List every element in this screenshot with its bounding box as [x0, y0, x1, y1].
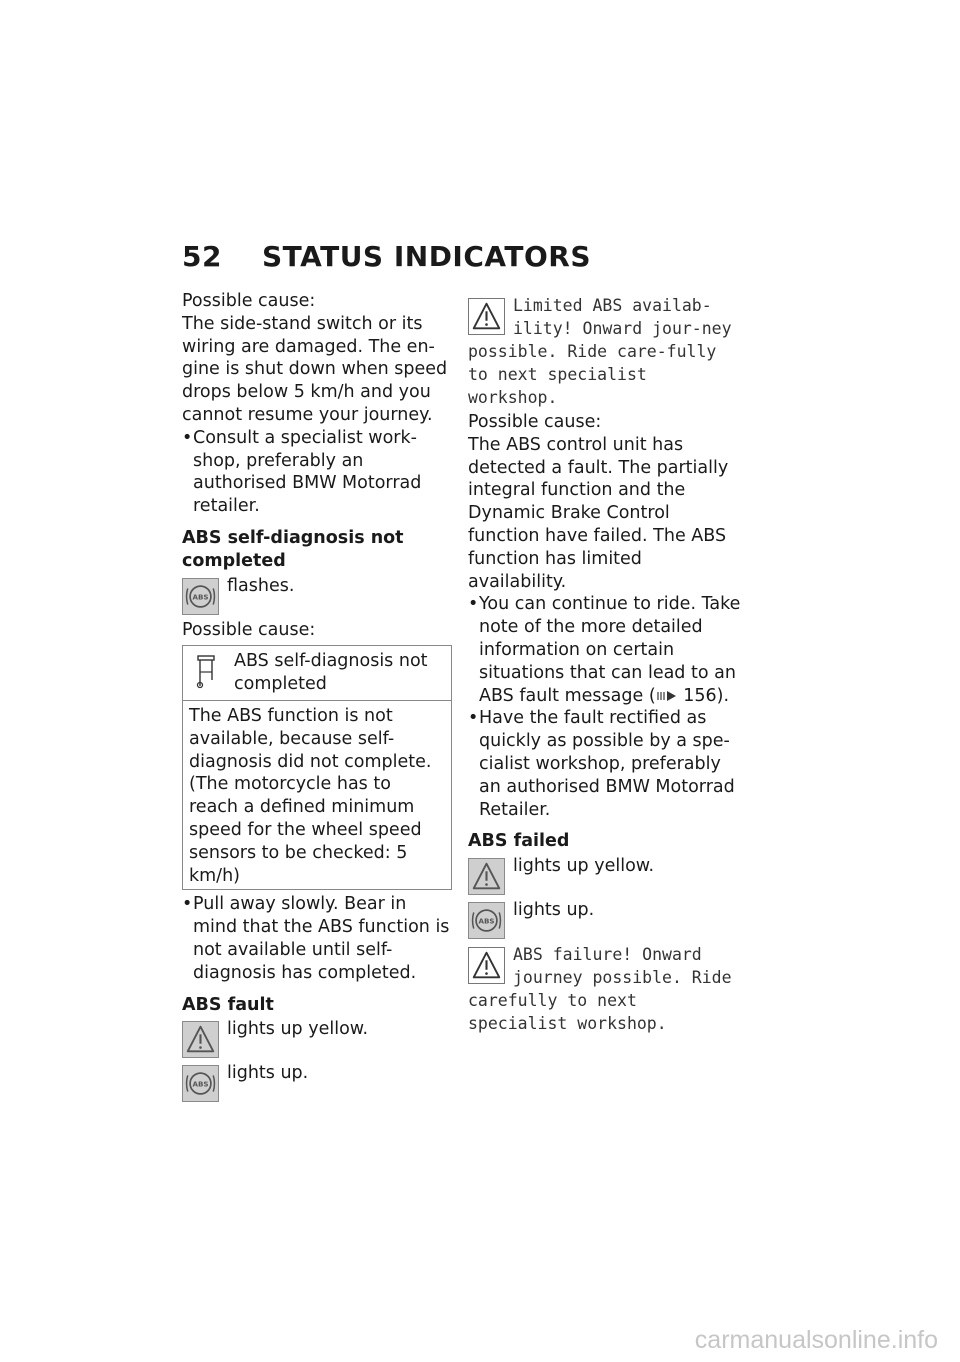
bullet-item: • Have the fault rectified as quickly as possible by a spe-cialist workshop, preferably an authorised BMW Motorrad Retailer. [468, 707, 743, 821]
info-box-title: ABS self-diagnosis not completed [234, 651, 428, 695]
indicator-row [468, 899, 743, 939]
section-heading: ABS self-diagnosis not completed [182, 527, 404, 571]
page-number: 52 [182, 240, 222, 273]
paragraph: The side-stand switch or its wiring are damaged. The en-gine is shut down when speed drops below 5 km/h and you cannot resume your journey. [182, 313, 448, 425]
indicator-row [182, 1062, 452, 1102]
paragraph: Possible cause: [182, 291, 316, 311]
svg-text:ABS: ABS [192, 1079, 209, 1089]
paragraph: Possible cause: [468, 412, 602, 432]
page-header [182, 240, 591, 273]
indicator-row [182, 1018, 452, 1058]
display-message [468, 943, 743, 1035]
workshop-tool-icon [195, 654, 217, 690]
indicator-text: flashes. [227, 575, 295, 596]
indicator-row [468, 855, 743, 895]
indicator-text: lights up. [227, 1063, 309, 1084]
general-warning-triangle-icon [468, 298, 505, 335]
page-reference-arrow-icon [656, 690, 678, 702]
bullet-item: • Pull away slowly. Bear in mind that the ABS function is not available until self-diagnosis has completed. [182, 893, 452, 984]
info-box [182, 645, 452, 890]
display-message-text: Limited ABS availab-ility! Onward jour-ney possible. Ride care-fully to next specialist workshop. [468, 296, 732, 407]
paragraph: Possible cause: [182, 619, 316, 640]
section-heading: ABS fault [182, 994, 274, 1015]
abs-warning-light-icon [468, 902, 505, 939]
general-warning-triangle-icon [468, 858, 505, 895]
left-column [182, 290, 452, 1106]
watermark: carmanualsonline.info [694, 1326, 938, 1354]
abs-warning-light-icon [182, 578, 219, 615]
svg-text:ABS: ABS [478, 916, 495, 926]
paragraph: The ABS control unit has detected a fault. The partially integral function and the Dynamic Brake Control function have failed. The ABS function has limited availability. [468, 434, 729, 592]
display-message-text: ABS failure! Onward journey possible. Ride carefully to next specialist workshop. [468, 945, 732, 1034]
svg-text:ABS: ABS [192, 591, 209, 601]
indicator-row [182, 575, 452, 615]
abs-warning-light-icon [182, 1065, 219, 1102]
general-warning-triangle-icon [468, 947, 505, 984]
section-heading: ABS failed [468, 831, 570, 852]
indicator-text: lights up yellow. [513, 856, 655, 877]
bullet-item: • You can continue to ride. Take note of the more detailed information on certain situations that can lead to an ABS fault message ( 156). [468, 593, 743, 707]
page-reference[interactable]: 156). [683, 685, 730, 706]
bullet-item: • Consult a specialist work-shop, preferably an authorised BMW Motorrad retailer. [182, 427, 452, 518]
info-box-body: The ABS function is not available, because self-diagnosis did not complete. (The motorcycle has to reach a defined minimum speed for the wheel speed sensors to be checked: 5 km/h) [189, 705, 432, 886]
right-column [468, 290, 743, 1037]
info-box-header [183, 646, 451, 701]
bullet-text: You can continue to ride. Take note of the more detailed information on certain situations that can lead to an ABS fault message [479, 594, 741, 706]
indicator-text: lights up yellow. [227, 1019, 369, 1040]
indicator-text: lights up. [513, 900, 595, 921]
display-message [468, 294, 743, 409]
general-warning-triangle-icon [182, 1021, 219, 1058]
page-title: STATUS INDICATORS [262, 240, 592, 273]
